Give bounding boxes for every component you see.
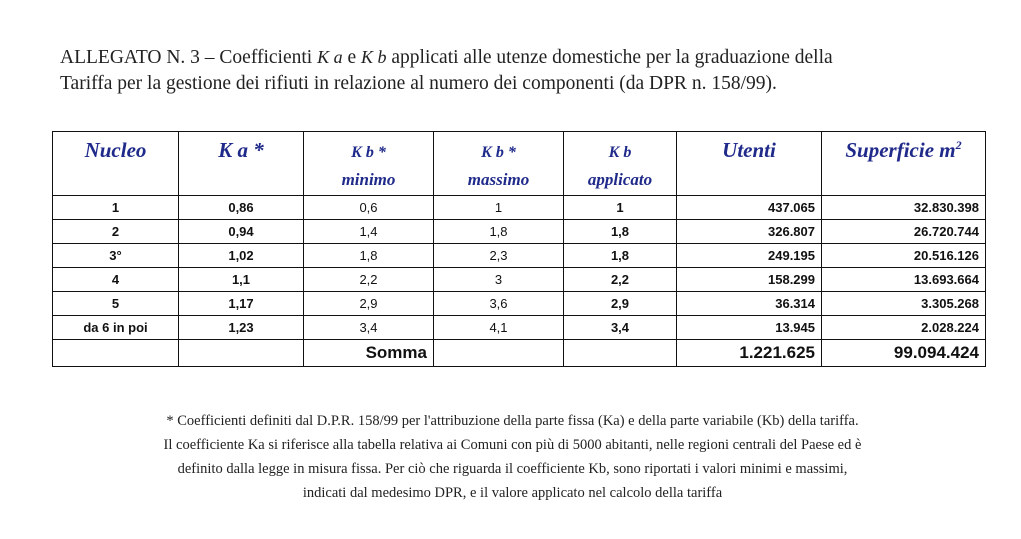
sum-row bbox=[53, 340, 986, 367]
header-kb-app bbox=[564, 132, 677, 196]
heading-kb: K b bbox=[361, 47, 387, 67]
heading-line1-rest: applicati alle utenze domestiche per la graduazione della bbox=[391, 47, 833, 68]
header-superficie-label: Superficie m bbox=[845, 138, 956, 162]
heading-prefix: ALLEGATO N. 3 – Coefficienti bbox=[60, 47, 313, 68]
table-row bbox=[53, 268, 986, 292]
header-kb-max-top: K b * bbox=[481, 144, 516, 161]
header-kb-app-sub: applicato bbox=[587, 170, 653, 189]
cell-kb-min: 2,9 bbox=[304, 292, 434, 316]
cell-superficie: 13.693.664 bbox=[822, 268, 986, 292]
cell-kb-min: 2,2 bbox=[304, 268, 434, 292]
table-row bbox=[53, 196, 986, 220]
header-kb-app-top: K b bbox=[608, 144, 632, 161]
header-superficie-sup: 2 bbox=[955, 138, 962, 152]
cell-utenti: 437.065 bbox=[677, 196, 822, 220]
footnote-line-2: Il coefficiente Ka si riferisce alla tabella relativa ai Comuni con più di 5000 abitanti, nelle regioni centrali del Paese ed è bbox=[163, 437, 862, 453]
cell-kb-max: 1 bbox=[434, 196, 564, 220]
cell-ka: 1,02 bbox=[179, 244, 304, 268]
cell-ka: 1,17 bbox=[179, 292, 304, 316]
cell-ka: 1,1 bbox=[179, 268, 304, 292]
cell-kb-min: 1,8 bbox=[304, 244, 434, 268]
cell-utenti: 249.195 bbox=[677, 244, 822, 268]
header-utenti: Utenti bbox=[677, 132, 822, 196]
sum-utenti: 1.221.625 bbox=[677, 340, 822, 367]
heading-and: e bbox=[347, 47, 357, 68]
cell-kb-app: 2,9 bbox=[564, 292, 677, 316]
cell-kb-app: 3,4 bbox=[564, 316, 677, 340]
sum-empty-kb-app bbox=[564, 340, 677, 367]
sum-empty-nucleo bbox=[53, 340, 179, 367]
cell-ka: 0,86 bbox=[179, 196, 304, 220]
cell-nucleo: 5 bbox=[53, 292, 179, 316]
header-ka: K a * bbox=[179, 132, 304, 196]
document-heading bbox=[60, 44, 990, 97]
header-kb-min bbox=[304, 132, 434, 196]
header-superficie bbox=[822, 132, 986, 196]
table-row bbox=[53, 220, 986, 244]
cell-kb-max: 3 bbox=[434, 268, 564, 292]
footnote-line-4: indicati dal medesimo DPR, e il valore applicato nel calcolo della tariffa bbox=[302, 485, 723, 501]
table-row bbox=[53, 244, 986, 268]
cell-utenti: 36.314 bbox=[677, 292, 822, 316]
cell-ka: 0,94 bbox=[179, 220, 304, 244]
cell-nucleo: da 6 in poi bbox=[53, 316, 179, 340]
header-row bbox=[53, 132, 986, 196]
cell-kb-app: 2,2 bbox=[564, 268, 677, 292]
cell-kb-max: 4,1 bbox=[434, 316, 564, 340]
header-kb-min-sub: minimo bbox=[341, 170, 396, 189]
sum-empty-kb-max bbox=[434, 340, 564, 367]
sum-label: Somma bbox=[304, 340, 434, 367]
table-row bbox=[53, 292, 986, 316]
cell-kb-min: 1,4 bbox=[304, 220, 434, 244]
footnote bbox=[40, 409, 985, 505]
sum-empty-ka bbox=[179, 340, 304, 367]
header-nucleo: Nucleo bbox=[53, 132, 179, 196]
cell-kb-app: 1,8 bbox=[564, 244, 677, 268]
table-row bbox=[53, 316, 986, 340]
header-kb-max-sub: massimo bbox=[467, 170, 530, 189]
cell-utenti: 326.807 bbox=[677, 220, 822, 244]
header-kb-max bbox=[434, 132, 564, 196]
cell-superficie: 20.516.126 bbox=[822, 244, 986, 268]
cell-kb-max: 2,3 bbox=[434, 244, 564, 268]
heading-line-1 bbox=[60, 44, 990, 71]
cell-superficie: 26.720.744 bbox=[822, 220, 986, 244]
cell-kb-max: 3,6 bbox=[434, 292, 564, 316]
cell-kb-min: 3,4 bbox=[304, 316, 434, 340]
footnote-line-3: definito dalla legge in misura fissa. Per ciò che riguarda il coefficiente Kb, sono riportati i valori minimi e massimi, bbox=[177, 461, 848, 477]
cell-ka: 1,23 bbox=[179, 316, 304, 340]
cell-nucleo: 1 bbox=[53, 196, 179, 220]
cell-superficie: 2.028.224 bbox=[822, 316, 986, 340]
cell-utenti: 13.945 bbox=[677, 316, 822, 340]
header-kb-min-top: K b * bbox=[351, 144, 386, 161]
heading-line-2: Tariffa per la gestione dei rifiuti in relazione al numero dei componenti (da DPR n. 158/99). bbox=[60, 73, 777, 94]
coefficients-table bbox=[52, 131, 986, 367]
cell-kb-app: 1,8 bbox=[564, 220, 677, 244]
cell-kb-max: 1,8 bbox=[434, 220, 564, 244]
cell-kb-min: 0,6 bbox=[304, 196, 434, 220]
footnote-line-1: * Coefficienti definiti dal D.P.R. 158/99 per l'attribuzione della parte fissa (Ka) e della parte variabile (Kb) della tariffa. bbox=[166, 413, 859, 429]
heading-ka: K a bbox=[317, 47, 343, 67]
sum-superficie: 99.094.424 bbox=[822, 340, 986, 367]
cell-superficie: 32.830.398 bbox=[822, 196, 986, 220]
cell-nucleo: 3° bbox=[53, 244, 179, 268]
cell-utenti: 158.299 bbox=[677, 268, 822, 292]
cell-nucleo: 4 bbox=[53, 268, 179, 292]
cell-nucleo: 2 bbox=[53, 220, 179, 244]
cell-kb-app: 1 bbox=[564, 196, 677, 220]
cell-superficie: 3.305.268 bbox=[822, 292, 986, 316]
